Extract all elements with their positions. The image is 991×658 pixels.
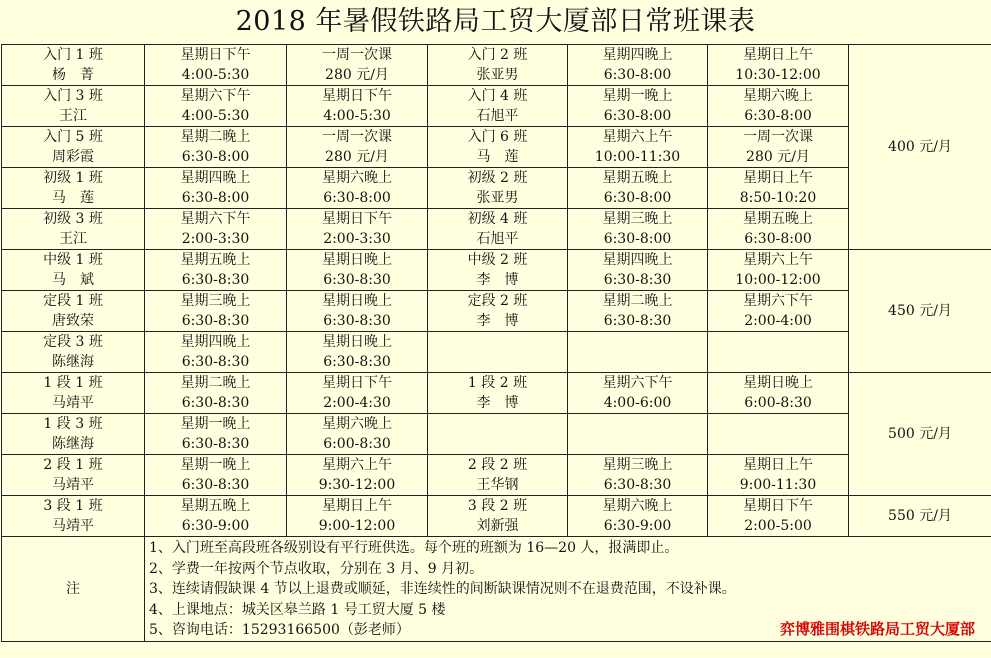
class-name-cell-line-1: 初级 3 班 xyxy=(43,211,103,227)
session-1-cell-line-1: 星期四晚上 xyxy=(180,334,251,350)
session-1-cell-line-2: 6:30-8:00 xyxy=(603,231,672,247)
session-2-cell xyxy=(287,291,428,332)
session-1-cell xyxy=(568,45,708,86)
table-row xyxy=(2,291,991,332)
session-2-cell xyxy=(287,373,428,414)
table-row xyxy=(2,86,991,127)
class-name-cell-line-1: 入门 2 班 xyxy=(467,47,528,63)
table-row xyxy=(2,127,991,168)
class-name-cell-line-1: 定段 1 班 xyxy=(43,293,103,309)
session-2-cell xyxy=(708,291,849,332)
session-2-cell xyxy=(708,127,849,168)
notes-row xyxy=(2,537,991,642)
session-2-cell-line-1: 星期日下午 xyxy=(322,375,392,391)
session-1-cell xyxy=(145,86,287,127)
session-1-cell-line-1: 星期二晚上 xyxy=(180,129,251,145)
class-name-cell xyxy=(2,291,145,332)
price-cell: 450 元/月 xyxy=(849,250,991,373)
session-2-cell-line-1: 一周一次课 xyxy=(743,129,813,145)
empty-cell xyxy=(428,414,568,455)
session-1-cell-line-2: 6:30-8:30 xyxy=(603,477,672,493)
session-1-cell xyxy=(145,373,287,414)
session-1-cell-line-1: 星期三晚上 xyxy=(602,211,673,227)
session-2-cell xyxy=(287,209,428,250)
session-2-cell xyxy=(287,414,428,455)
session-1-cell-line-2: 2:00-3:30 xyxy=(181,231,250,247)
session-1-cell-line-2: 6:30-8:30 xyxy=(603,272,672,288)
class-name-cell xyxy=(428,209,568,250)
session-1-cell xyxy=(145,414,287,455)
class-name-cell-line-1: 定段 2 班 xyxy=(467,293,528,309)
table-row xyxy=(2,414,991,455)
session-2-cell-line-2: 4:00-5:30 xyxy=(323,108,391,124)
session-2-cell-line-2: 280 元/月 xyxy=(746,149,810,165)
class-name-cell xyxy=(2,168,145,209)
class-name-cell-line-1: 1 段 1 班 xyxy=(43,375,103,391)
session-2-cell-line-1: 星期六上午 xyxy=(322,457,392,473)
session-2-cell xyxy=(708,250,849,291)
session-2-cell-line-1: 一周一次课 xyxy=(322,47,392,63)
class-name-cell-line-1: 初级 4 班 xyxy=(467,211,528,227)
session-2-cell-line-1: 星期日上午 xyxy=(743,47,813,63)
session-2-cell-line-1: 一周一次课 xyxy=(322,129,392,145)
session-2-cell-line-1: 星期日晚上 xyxy=(322,252,392,268)
session-1-cell-line-2: 6:30-8:30 xyxy=(181,477,250,493)
session-1-cell-line-2: 6:30-8:30 xyxy=(181,436,250,452)
session-2-cell-line-1: 星期六下午 xyxy=(743,293,813,309)
class-name-cell-line-1: 入门 3 班 xyxy=(43,88,103,104)
empty-cell xyxy=(568,332,708,373)
class-name-cell xyxy=(428,45,568,86)
class-name-cell-line-1: 3 段 1 班 xyxy=(43,498,103,514)
session-2-cell xyxy=(287,455,428,496)
session-2-cell-line-2: 6:30-8:30 xyxy=(323,354,391,370)
session-1-cell-line-1: 星期一晚上 xyxy=(180,416,251,432)
session-1-cell-line-1: 星期四晚上 xyxy=(602,252,673,268)
session-1-cell-line-1: 星期六上午 xyxy=(602,129,673,145)
table-row xyxy=(2,373,991,414)
table-row xyxy=(2,250,991,291)
session-1-cell-line-1: 星期一晚上 xyxy=(602,88,673,104)
class-name-cell-line-1: 初级 2 班 xyxy=(467,170,528,186)
empty-cell xyxy=(708,332,849,373)
price-cell: 400 元/月 xyxy=(849,45,991,250)
session-2-cell-line-1: 星期五晚上 xyxy=(743,211,813,227)
notes-cell xyxy=(145,537,991,642)
session-2-cell xyxy=(287,45,428,86)
session-2-cell-line-2: 10:00-12:00 xyxy=(735,272,821,288)
class-name-cell-line-2: 马 莲 xyxy=(52,190,94,206)
price-cell: 500 元/月 xyxy=(849,373,991,496)
session-1-cell-line-1: 星期三晚上 xyxy=(602,457,673,473)
class-name-cell-line-1: 2 段 1 班 xyxy=(43,457,103,473)
session-1-cell-line-1: 星期日下午 xyxy=(180,47,251,63)
session-1-cell-line-1: 星期五晚上 xyxy=(180,498,251,514)
session-2-cell-line-2: 8:50-10:20 xyxy=(739,190,817,206)
session-2-cell-line-2: 280 元/月 xyxy=(325,149,389,165)
session-2-cell-line-2: 6:30-8:00 xyxy=(744,108,812,124)
class-name-cell xyxy=(2,209,145,250)
session-2-cell-line-1: 星期日晚上 xyxy=(322,334,392,350)
session-2-cell-line-1: 星期六晚上 xyxy=(743,88,813,104)
session-1-cell-line-1: 星期六下午 xyxy=(180,88,251,104)
session-1-cell-line-2: 6:30-8:00 xyxy=(181,149,250,165)
class-name-cell xyxy=(428,291,568,332)
session-1-cell-line-1: 星期二晚上 xyxy=(180,375,251,391)
session-2-cell-line-1: 星期日下午 xyxy=(322,211,392,227)
session-1-cell-line-2: 6:30-9:00 xyxy=(603,518,672,534)
session-1-cell-line-2: 10:00-11:30 xyxy=(594,149,681,165)
session-1-cell-line-1: 星期二晚上 xyxy=(602,293,673,309)
empty-cell xyxy=(568,414,708,455)
class-name-cell xyxy=(428,86,568,127)
session-2-cell xyxy=(287,168,428,209)
session-2-cell-line-2: 9:00-12:00 xyxy=(318,518,396,534)
session-1-cell xyxy=(568,496,708,537)
class-name-cell-line-2: 马靖平 xyxy=(52,477,94,493)
session-1-cell xyxy=(568,250,708,291)
session-1-cell-line-1: 星期三晚上 xyxy=(180,293,251,309)
table-row xyxy=(2,209,991,250)
note-line: 2、学费一年按两个节点收取，分别在 3 月、9 月初。 xyxy=(149,560,484,577)
class-name-cell-line-2: 石旭平 xyxy=(476,108,519,124)
price-cell: 550 元/月 xyxy=(849,496,991,537)
note-line: 5、咨询电话：15293166500（彭老师） xyxy=(149,622,410,638)
session-2-cell xyxy=(708,373,849,414)
session-1-cell xyxy=(145,209,287,250)
class-name-cell-line-2: 张亚男 xyxy=(476,190,519,206)
class-name-cell-line-1: 初级 1 班 xyxy=(43,170,103,186)
session-2-cell-line-1: 星期六晚上 xyxy=(322,416,392,432)
session-2-cell xyxy=(708,455,849,496)
session-1-cell-line-2: 4:00-5:30 xyxy=(181,67,250,83)
class-name-cell xyxy=(2,373,145,414)
session-2-cell-line-2: 6:30-8:30 xyxy=(323,272,391,288)
session-2-cell-line-1: 星期日上午 xyxy=(322,498,392,514)
session-1-cell-line-1: 星期六下午 xyxy=(602,375,673,391)
session-1-cell xyxy=(145,45,287,86)
organization-signature: 弈博雅围棋铁路局工贸大厦部 xyxy=(779,620,975,638)
table-row xyxy=(2,332,991,373)
session-2-cell-line-2: 6:00-8:30 xyxy=(323,436,391,452)
session-2-cell-line-1: 星期日下午 xyxy=(322,88,392,104)
class-name-cell xyxy=(2,250,145,291)
class-name-cell-line-2: 马 斌 xyxy=(52,272,94,288)
session-1-cell xyxy=(145,332,287,373)
session-1-cell-line-2: 4:00-5:30 xyxy=(181,108,250,124)
session-2-cell-line-1: 星期日晚上 xyxy=(322,293,392,309)
session-1-cell-line-1: 星期六下午 xyxy=(180,211,251,227)
class-name-cell-line-2: 陈继海 xyxy=(52,436,94,452)
session-2-cell-line-1: 星期六上午 xyxy=(743,252,813,268)
session-2-cell-line-1: 星期日晚上 xyxy=(743,375,813,391)
session-1-cell-line-1: 星期四晚上 xyxy=(602,47,673,63)
session-2-cell-line-2: 2:00-5:00 xyxy=(744,518,812,534)
class-name-cell-line-2: 王江 xyxy=(59,108,87,124)
session-2-cell-line-2: 10:30-12:00 xyxy=(735,67,821,83)
class-name-cell-line-2: 马 莲 xyxy=(476,149,519,165)
note-line: 4、上课地点：城关区皋兰路 1 号工贸大厦 5 楼 xyxy=(149,601,446,618)
session-1-cell-line-2: 6:30-8:30 xyxy=(181,272,250,288)
session-2-cell-line-2: 280 元/月 xyxy=(325,67,389,83)
class-name-cell-line-1: 1 段 3 班 xyxy=(43,416,103,432)
session-2-cell xyxy=(708,496,849,537)
session-1-cell-line-1: 星期五晚上 xyxy=(602,170,673,186)
session-1-cell-line-2: 6:30-8:00 xyxy=(181,190,250,206)
session-1-cell-line-1: 星期四晚上 xyxy=(180,170,251,186)
session-1-cell xyxy=(568,209,708,250)
session-1-cell-line-1: 星期六晚上 xyxy=(602,498,673,514)
schedule-table xyxy=(1,44,991,642)
class-name-cell xyxy=(428,127,568,168)
session-1-cell xyxy=(568,168,708,209)
session-2-cell-line-2: 9:00-11:30 xyxy=(739,477,817,493)
session-1-cell xyxy=(568,127,708,168)
class-name-cell-line-2: 杨 菁 xyxy=(52,67,94,83)
session-2-cell xyxy=(287,127,428,168)
session-1-cell xyxy=(568,373,708,414)
session-1-cell-line-2: 6:30-8:30 xyxy=(181,395,250,411)
session-1-cell xyxy=(145,250,287,291)
session-1-cell xyxy=(145,455,287,496)
session-2-cell-line-2: 6:30-8:00 xyxy=(323,190,391,206)
class-name-cell-line-2: 李 博 xyxy=(476,272,519,288)
class-name-cell xyxy=(428,373,568,414)
session-1-cell xyxy=(145,291,287,332)
session-2-cell xyxy=(708,45,849,86)
note-line: 1、入门班至高段班各级别设有平行班供选。每个班的班额为 16—20 人，报满即止。 xyxy=(149,540,679,556)
session-1-cell-line-2: 6:30-8:00 xyxy=(603,67,672,83)
class-name-cell-line-2: 马靖平 xyxy=(52,518,94,534)
table-row xyxy=(2,168,991,209)
session-1-cell xyxy=(568,455,708,496)
session-2-cell-line-2: 2:00-4:00 xyxy=(744,313,812,329)
session-2-cell xyxy=(287,250,428,291)
session-2-cell xyxy=(708,168,849,209)
session-1-cell-line-2: 6:30-9:00 xyxy=(181,518,250,534)
session-1-cell-line-2: 4:00-6:00 xyxy=(603,395,672,411)
session-1-cell xyxy=(145,496,287,537)
table-row xyxy=(2,496,991,537)
session-1-cell-line-2: 6:30-8:30 xyxy=(603,313,672,329)
session-2-cell-line-2: 2:00-4:30 xyxy=(323,395,391,411)
session-1-cell-line-2: 6:30-8:30 xyxy=(181,354,250,370)
class-name-cell-line-2: 马靖平 xyxy=(52,395,94,411)
session-1-cell-line-2: 6:30-8:30 xyxy=(181,313,250,329)
session-2-cell-line-2: 6:00-8:30 xyxy=(744,395,812,411)
session-1-cell xyxy=(568,86,708,127)
class-name-cell-line-1: 1 段 2 班 xyxy=(467,375,528,391)
empty-cell xyxy=(428,332,568,373)
session-2-cell xyxy=(708,209,849,250)
session-1-cell-line-2: 6:30-8:00 xyxy=(603,190,672,206)
class-name-cell-line-2: 张亚男 xyxy=(476,67,519,83)
session-2-cell-line-2: 6:30-8:30 xyxy=(323,313,391,329)
class-name-cell-line-2: 王江 xyxy=(59,231,87,247)
session-2-cell-line-1: 星期日上午 xyxy=(743,170,813,186)
session-1-cell xyxy=(568,291,708,332)
session-2-cell-line-2: 6:30-8:00 xyxy=(744,231,812,247)
class-name-cell xyxy=(2,86,145,127)
class-name-cell-line-1: 2 段 2 班 xyxy=(467,457,528,473)
class-name-cell-line-1: 中级 1 班 xyxy=(43,252,103,268)
class-name-cell-line-2: 李 博 xyxy=(476,313,519,329)
class-name-cell xyxy=(428,496,568,537)
class-name-cell-line-2: 王华钢 xyxy=(476,477,519,493)
class-name-cell-line-2: 李 博 xyxy=(476,395,519,411)
class-name-cell xyxy=(2,496,145,537)
empty-cell xyxy=(708,414,849,455)
session-2-cell-line-1: 星期六晚上 xyxy=(322,170,392,186)
class-name-cell-line-2: 石旭平 xyxy=(476,231,519,247)
session-2-cell-line-2: 2:00-3:30 xyxy=(323,231,391,247)
class-name-cell-line-2: 唐致荣 xyxy=(52,313,94,329)
class-name-cell-line-1: 入门 6 班 xyxy=(467,129,528,145)
session-1-cell xyxy=(145,127,287,168)
session-1-cell-line-2: 6:30-8:00 xyxy=(603,108,672,124)
class-name-cell-line-2: 陈继海 xyxy=(52,354,94,370)
session-2-cell xyxy=(287,496,428,537)
page-title: 2018 年暑假铁路局工贸大厦部日常班课表 xyxy=(235,6,756,37)
class-name-cell xyxy=(428,455,568,496)
class-name-cell xyxy=(2,127,145,168)
session-2-cell xyxy=(708,86,849,127)
class-name-cell xyxy=(428,250,568,291)
class-name-cell xyxy=(2,414,145,455)
session-1-cell-line-1: 星期五晚上 xyxy=(180,252,251,268)
class-name-cell-line-1: 定段 3 班 xyxy=(43,334,103,350)
class-name-cell-line-1: 入门 1 班 xyxy=(43,47,103,63)
notes-label: 注 xyxy=(2,537,145,642)
session-2-cell-line-1: 星期日下午 xyxy=(743,498,813,514)
class-name-cell xyxy=(2,332,145,373)
table-row xyxy=(2,45,991,86)
session-1-cell-line-1: 星期一晚上 xyxy=(180,457,251,473)
class-name-cell-line-1: 3 段 2 班 xyxy=(467,498,528,514)
class-name-cell xyxy=(2,45,145,86)
class-name-cell-line-1: 中级 2 班 xyxy=(467,252,528,268)
class-name-cell-line-1: 入门 5 班 xyxy=(43,129,103,145)
class-name-cell-line-2: 周彩霞 xyxy=(52,149,94,165)
session-2-cell xyxy=(287,332,428,373)
note-line: 3、连续请假缺课 4 节以上退费或顺延，非连续性的间断缺课情况则不在退费范围，不设补课。 xyxy=(149,581,736,597)
table-row xyxy=(2,455,991,496)
session-2-cell xyxy=(287,86,428,127)
session-2-cell-line-2: 9:30-12:00 xyxy=(318,477,396,493)
class-name-cell-line-1: 入门 4 班 xyxy=(467,88,528,104)
class-name-cell-line-2: 刘新强 xyxy=(476,518,519,534)
session-2-cell-line-1: 星期日上午 xyxy=(743,457,813,473)
session-1-cell xyxy=(145,168,287,209)
class-name-cell xyxy=(428,168,568,209)
class-name-cell xyxy=(2,455,145,496)
